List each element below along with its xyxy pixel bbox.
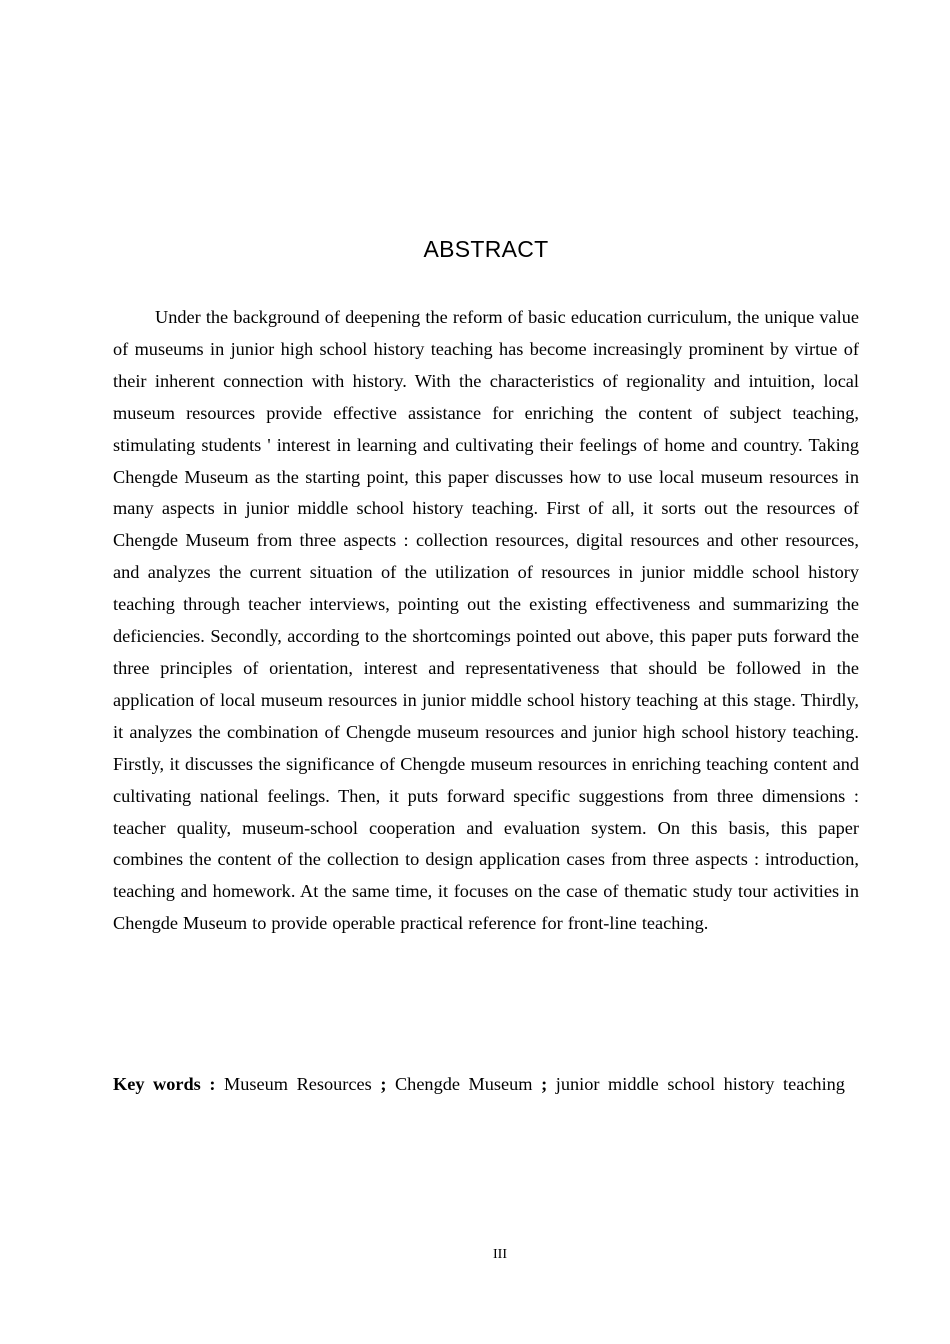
abstract-title: ABSTRACT — [423, 236, 549, 262]
keywords-label: Key words : — [113, 1074, 216, 1094]
abstract-body: Under the background of deepening the reform of basic education curriculum, the unique value of museums in junior high school history teaching has become increasingly prominent by virtue of their inherent connection with history. With the characteristics of regionality and intuition, local museum resources provide effective assistance for enriching the content of subject teaching, stimulating students ' interest in learning and cultivating their feelings of home and country. Taking Chengde Museum as the starting point, this paper discusses how to use local museum resources in many aspects in junior middle school history teaching. First of all, it sorts out the resources of Chengde Museum from three aspects : collection resources, digital resources and other resources, and analyzes the current situation of the utilization of resources in junior middle school history teaching through teacher interviews, pointing out the existing effectiveness and summarizing the deficiencies. Secondly, according to the shortcomings pointed out above, this paper puts forward the three principles of orientation, interest and representativeness that should be followed in the application of local museum resources in junior middle school history teaching at this stage. Thirdly, it analyzes the combination of Chengde museum resources and junior high school history teaching. Firstly, it discusses the significance of Chengde museum resources in enriching teaching content and cultivating national feelings. Then, it puts forward specific suggestions from three dimensions : teacher quality, museum-school cooperation and evaluation system. On this basis, this paper combines the content of the collection to design application cases from three aspects : introduction, teaching and homework. At the same time, it focuses on the case of thematic study tour activities in Chengde Museum to provide operable practical reference for front-line teaching. — [113, 307, 859, 934]
keyword-item: junior middle school history teaching — [555, 1074, 845, 1094]
page-number: III — [493, 1247, 507, 1262]
keyword-item: Chengde Museum — [394, 1074, 533, 1094]
keyword-item: Museum Resources — [224, 1074, 372, 1094]
keyword-separator: ; — [380, 1074, 387, 1094]
keywords-line — [113, 1068, 859, 1100]
keyword-separator: ; — [541, 1074, 548, 1094]
